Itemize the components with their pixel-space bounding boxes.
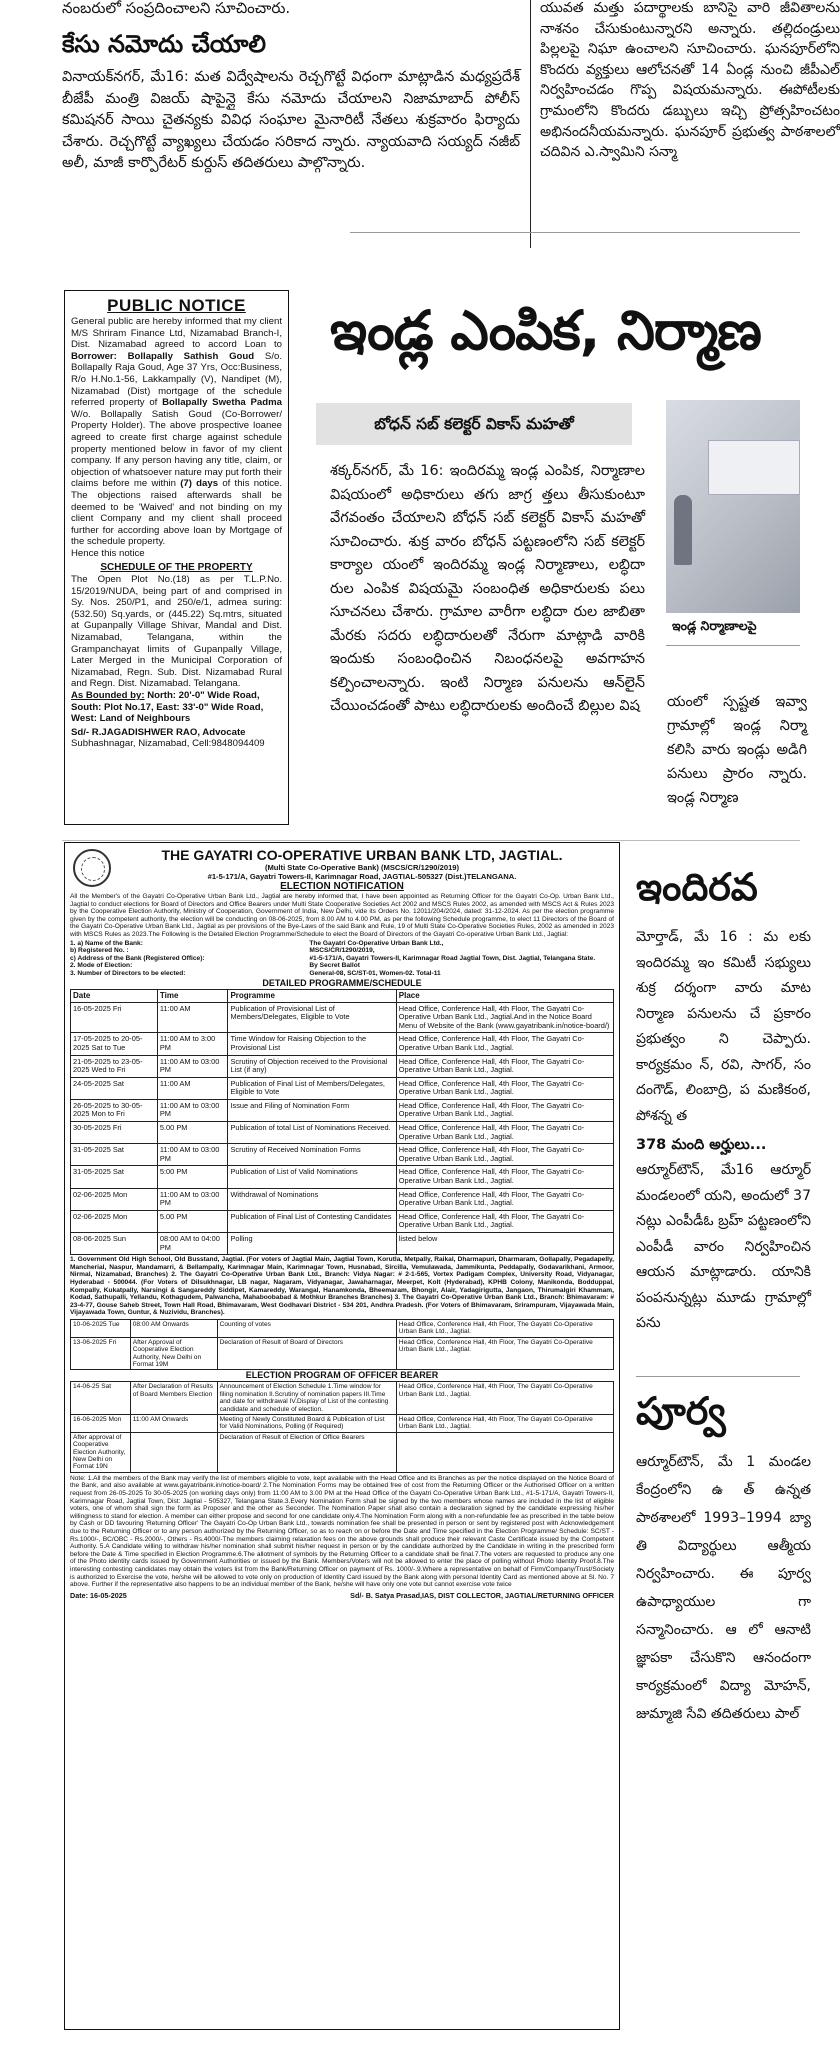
schedule-title: SCHEDULE OF THE PROPERTY — [100, 562, 253, 574]
bank-detail-row — [70, 962, 614, 970]
bank-detail-row — [70, 970, 614, 978]
notice-date: Date: 16-05-2025 — [70, 1590, 127, 1600]
public-notice-body1: S/o. Bollapally Raja Goud, Age 37 Yrs, Occ:Business, R/o H.No.1-56, Lakkampally (V), Nandipet (M), Nizamabad (Dist) mortgage of the schedule referred property of — [71, 350, 282, 409]
table-cell: 16-05-2025 Fri — [71, 1002, 158, 1033]
table-cell: 31-05-2025 Sat — [71, 1144, 158, 1166]
officer-bearer-title: ELECTION PROGRAM OF OFFICER BEARER — [245, 1370, 439, 1381]
table-cell: Head Office, Conference Hall, 4th Floor, The Gayatri Co-Operative Urban Bank Ltd., Jagtial. — [396, 1166, 613, 1188]
table-cell: Publication of total List of Nominations Received. — [228, 1122, 396, 1144]
table-cell: 16-06-2025 Mon — [71, 1415, 131, 1433]
case-body: వినాయక్‌నగర్, మే16: మత విద్వేషాలను రెచ్చగొట్టే విధంగా మాట్లాడిన మధ్యప్రదేశ్ బీజేపీ మంత్రి విజయ్ షాపైన్లై కేసు నమోదు చేయాలని నిజామాబాద్ పోలీస్ కమిషనర్ సాయి చైతన్యకు వివిధ సంఘాల మైనారిటీ నేతలు శుక్రవారం ఫిర్యాదు చేశారు. రెచ్చగొట్టే వ్యాఖ్యలు చేయడం సరికాద న్నారు. న్యాయవాది సయ్యద్ నజీబ్ అలీ, మాజీ కార్పొరేటర్ కుర్దుస్ తదితరులు పాల్గొన్నారు. — [62, 69, 520, 171]
bank-election-notice — [64, 842, 620, 2030]
table-cell: Scrutiny of Received Nomination Forms — [228, 1144, 396, 1166]
table-cell: 13-06-2025 Fri — [71, 1337, 131, 1370]
top-right-article — [540, 0, 840, 243]
polling-stations: 1. Government Old High School, Old Busstand, Jagtial. (For voters of Jagtial Main, Jagtial Town, Korutla, Metpally, Raikal, Dharmapuri, Dharmaram, Gollapally, Pegadapelly, Mancherial, Naspur, Mandamarri, & Bellampally, Karimnagar Main, Karimnagar Town, Husnabad, Sircilla, Vemulawada, Jammikunta, Peddapally, Godavarikhani, Armoor, Nirmal, Nizamabad, Branches) 2. The Gayatri Co-Operative Urban Bank Ltd., Branch: Vidya Nagar: # 2-1-565, Vortex Padigam Complex, University Road, Vidyanagar, Hyderabad - 500044. (For Voters of Dilsukhnagar, LB nagar, Nagaram, Vidyanagar, Jawaharnagar, Meerpet, Kolt (Hyderabad), KPHB Colony, Manikonda, Bodduppal, Kompally, Kukatpally, Narsingi & Sangareddy Siddipet, Kamareddy, Warangal, Hanamkonda, Bheemaram, Bhongir, Alair, Yadagirigutta, Jangaon, Thirumalgiri Khammam, Kodad, Sathupalli, Yellandu, Kothagudem, Palwancha, Mahaboobabad & Mothkur Branches Branches) 3. The Gayatri Co-Operative Urban Bank Ltd., Branch: Bhimavaram: # 23-4-77, Gouse Saheb Street, Town Hall Road, Bhimavaram, West Godhavari District - 534 201, Andhra Pradesh. (For Voters of Bhimavaram, Srirampuram, Vijayawada Main, Vijayawada Town, Guntur, & Nuzividu, Branches). — [70, 1256, 614, 1317]
main-story: శక్కర్‌నగర్, మే 16: ఇందిరమ్మ ఇండ్ల ఎంపిక, నిర్మాణాల విషయంలో అధికారులు తగు జాగ్ర త్తలు తీసుకుంటూ వేగవంతం చేయాలని బోధన్ సబ్ కలెక్టర్ వికాస్ మహతో సూచించారు. శుక్ర వారం బోధన్ పట్టణంలోని సబ్ కలెక్టర్ కార్యాల యంలో ఇందిరమ్మ ఇండ్ల నిర్మాణాలు, లబ్ధిదా రుల ఎంపిక విషయమై సంబంధిత అధికారులకు పలు సూచనలు చేశారు. గ్రామాల వారీగా లబ్ధిదా రుల జాబితా మేరకు సదరు లబ్ధిదారులతో నేరుగా మాట్లాడి వారికి ఇందుకు సంబంధించిన నిబంధనలపై అవగాహన కల్పించాలన్నారు. ఇంటి నిర్మాణ పనులను ఆన్‌లైన్ చేయించడంతో పాటు లబ్ధిదారులకు అందించే బిల్లుల విష — [330, 463, 645, 714]
table-cell: Head Office, Conference Hall, 4th Floor, The Gayatri Co-Operative Urban Bank Ltd., Jagtial. — [396, 1122, 613, 1144]
schedule-row — [71, 1055, 614, 1077]
table-cell: Head Office, Conference Hall, 4th Floor, The Gayatri Co-Operative Urban Bank Ltd., Jagtial. — [396, 1210, 613, 1232]
advocate-sign: Sd/- R.JAGADISHWER RAO, Advocate — [71, 726, 246, 738]
public-notice-title: PUBLIC NOTICE — [107, 296, 246, 315]
table-cell: 10-06-2025 Tue — [71, 1319, 131, 1337]
right-rule — [636, 1376, 800, 1377]
schedule-row — [71, 1233, 614, 1255]
election-notification-title: ELECTION NOTIFICATION — [280, 881, 404, 892]
schedule-row — [71, 1099, 614, 1121]
table-cell: Head Office, Conference Hall, 4th Floor, The Gayatri Co-Operative Urban Bank Ltd., Jagtial. — [396, 1319, 613, 1337]
table-cell: 08:00 AM Onwards — [130, 1319, 217, 1337]
detail-value: General-08, SC/ST-01, Women-02. Total-11 — [309, 969, 441, 977]
table-cell: Publication of Final List of Members/Delegates, Eligible to Vote — [228, 1077, 396, 1099]
public-notice-body3: of this notice. The objections raised afterwards shall be deemed to be 'Waived' and not binding on my client Company and my client shall proceed further for according above loan by Mortgage of the schedule property. — [71, 478, 282, 548]
table-cell: 11:00 AM — [157, 1002, 228, 1033]
column-rule — [530, 0, 531, 248]
public-notice — [64, 290, 289, 825]
table-cell: Counting of votes — [217, 1319, 396, 1337]
table-cell: 02-06-2025 Mon — [71, 1210, 158, 1232]
detail-key: c) Address of the Bank (Registered Office): — [70, 954, 205, 962]
table-cell: 11:00 AM — [157, 1077, 228, 1099]
schedule-header: Place — [396, 989, 613, 1002]
public-notice-intro: General public are hereby informed that my client M/S Shriram Finance Ltd, Nizamabad Branch-I, Dist. Nizamabad agreed to accord Loan to — [71, 316, 282, 351]
table-cell: 08-06-2025 Sun — [71, 1233, 158, 1255]
table-cell: After Declaration of Results of Board Members Election — [130, 1382, 217, 1415]
schedule-header: Date — [71, 989, 158, 1002]
bearer-table — [70, 1381, 614, 1472]
table-cell: Publication of Final List of Contesting Candidates — [228, 1210, 396, 1232]
detail-key: 3. Number of Directors to be elected: — [70, 969, 186, 977]
result-table — [70, 1319, 614, 1370]
right-story-1: మోర్తాడ్, మే 16 : మ లకు ఇందిరమ్మ ఇం కమిటీ సభ్యులు శుక్ర దర్శంగా వారు మాట నిర్మాణ పనులను చే ప్రకారం ప్రభుత్వం ని చెప్పారు. కార్యక్రమం న్, రవి, సాగర్, సం దంగౌడ్, లింబాద్రి, ప మణికంఠ, పోశన్న త — [636, 929, 811, 1124]
bank-details — [70, 940, 614, 978]
table-cell: After approval of Cooperative Election Authority, New Delhi on Format 19N — [71, 1432, 131, 1472]
schedule-row — [71, 1033, 614, 1055]
table-cell: Head Office, Conference Hall, 4th Floor, The Gayatri Co-Operative Urban Bank Ltd., Jagtial. — [396, 1099, 613, 1121]
table-cell: Head Office, Conference Hall, 4th Floor, The Gayatri Co-Operative Urban Bank Ltd., Jagtial. — [396, 1382, 613, 1415]
schedule-row — [71, 1002, 614, 1033]
right-story: యంలో స్పష్టత ఇవ్వా గ్రామాల్లో ఇండ్ల నిర్మా కలిసి వారు ఇండ్లు అడిగి పనులు ప్రారం న్నారు. ఇండ్ల నిర్మాణ — [667, 694, 807, 806]
bound-north: North: 20'-0" Wide Road, — [147, 690, 260, 701]
table-cell: 11:00 AM to 03:00 PM — [157, 1055, 228, 1077]
table-cell: 14-06-25 Sat — [71, 1382, 131, 1415]
photo-caption: ఇండ్ల నిర్మాణాలపై — [672, 618, 757, 633]
table-cell: Scrutiny of Objection received to the Provisional List (if any) — [228, 1055, 396, 1077]
borrower-name: Borrower: Bollapally Sathish Goud — [71, 350, 255, 362]
table-cell: 5.00 PM — [157, 1210, 228, 1232]
schedule-body: The Open Plot No.(18) as per T.L.P.No. 15/2019/NUDA, being part of and comprised in Sy. Nos. 250/P1, and 250/e/1, admea suring: (532.50) Sq.yards, or (445.22) Sq.mtrs, situated at Gupanpally Village Shivar, Mandal and Dist. Nizamabad, Telangana, within the Grampanchayat limits of Gupanpally Village, Later Merged in the Municipal Corporation of Nizamabad, Regn. Sub. Dist. Nizamabad Rural and Regn. Dist. Nizamabad. Telangana. — [71, 574, 282, 690]
table-cell: 5.00 PM — [157, 1122, 228, 1144]
table-cell: Head Office, Conference Hall, 4th Floor, The Gayatri Co-Operative Urban Bank Ltd., Jagtial. — [396, 1415, 613, 1433]
bank-detail-row — [70, 940, 614, 948]
table-cell: Head Office, Conference Hall, 4th Floor, The Gayatri Co-Operative Urban Bank Ltd., Jagtial. — [396, 1077, 613, 1099]
bank-subtitle: (Multi State Co-Operative Bank) (MSCS/CR/1290/2019) — [264, 863, 460, 872]
right-headline-1: ఇందిరవ — [636, 865, 758, 909]
detail-value: #1-5-171/A, Gayatri Towers-II, Karimnagar Road Jagtial Town, Dist. Jagtial, Telangana State. — [309, 954, 596, 962]
table-cell: Withdrawal of Nominations — [228, 1188, 396, 1210]
hence-notice: Hence this notice — [71, 547, 145, 559]
table-cell: Announcement of Election Schedule 1.Time window for filing nomination II.Scrutiny of nomination papers III.Time and date for withdrawal IV.Display of List of the contesting candidate and schedule of election. — [217, 1382, 396, 1415]
table-cell: Meeting of Newly Constituted Board & Publication of List for Valid Nominations, Polling (if Required) — [217, 1415, 396, 1433]
bank-detail-row — [70, 955, 614, 963]
top-left-article — [62, 0, 520, 175]
table-cell: Head Office, Conference Hall, 4th Floor, The Gayatri Co-Operative Urban Bank Ltd., Jagtial. — [396, 1055, 613, 1077]
detail-value: The Gayatri Co-Operative Urban Bank Ltd., — [309, 939, 444, 947]
table-cell: After Approval of Cooperative Election Authority, New Delhi on Format 19M — [130, 1337, 217, 1370]
bounded-label: As Bounded by: — [71, 690, 145, 701]
schedule-row — [71, 1210, 614, 1232]
public-notice-body2: W/o. Bollapally Satish Goud (Co-Borrower/ Property Holder). The above prospective loanee agreed to create first charge against schedule property mentioned below in favor of my client company. If any person having any title, claim, or objection of whatsoever nature may put forth their claims before me within — [71, 408, 282, 490]
returning-officer-sign: Sd/- B. Satya Prasad,IAS, DIST COLLECTOR, JAGTIAL/RETURNING OFFICER — [350, 1590, 614, 1600]
table-cell: Head Office, Conference Hall, 4th Floor, The Gayatri Co-Operative Urban Bank Ltd., Jagtial. — [396, 1188, 613, 1210]
table-cell: 21-05-2025 to 23-05-2025 Wed to Fri — [71, 1055, 158, 1077]
table-cell: 11:00 AM to 03:00 PM — [157, 1188, 228, 1210]
table-cell: 5:00 PM — [157, 1166, 228, 1188]
bank-detail-row — [70, 947, 614, 955]
caption-rule — [666, 645, 800, 646]
advocate-address: Subhashnagar, Nizamabad, Cell:9848094409 — [71, 738, 265, 750]
main-headline: ఇండ్ల ఎంపిక, నిర్మాణ — [330, 299, 761, 362]
table-cell: Declaration of Result of Election of Office Bearers — [217, 1432, 396, 1472]
news-photo — [666, 400, 800, 613]
eligible-count: 378 మంది అర్హులు... — [636, 1137, 767, 1153]
bearer-row — [71, 1382, 614, 1415]
right-story-2: ఆర్మూర్‌టౌన్, మే16 ఆర్మూర్ మండలంలో యని, అందులో 37 నట్లు ఎంపీడీఓ బ్రహ్ పట్టణంలోని ఎంపీడీ వారం నిర్వహించిన ఆయన మాట్లాడారు. యానికి పంపనున్నట్లు మూడు గ్రామాల్లో పను — [636, 1162, 811, 1331]
section-rule — [350, 232, 800, 233]
top-left-line: నంబరులో సంప్రదించాలని సూచించారు. — [62, 0, 291, 17]
bank-logo — [73, 849, 111, 887]
table-cell: Issue and Filing of Nomination Form — [228, 1099, 396, 1121]
table-cell — [130, 1432, 217, 1472]
detail-key: 1. a) Name of the Bank: — [70, 939, 143, 947]
detail-value: MSCS/CR/1290/2019, — [309, 947, 375, 955]
detail-key: b) Registered No. : — [70, 947, 129, 955]
schedule-row — [71, 1144, 614, 1166]
table-cell: 11:00 AM Onwards — [130, 1415, 217, 1433]
table-cell: 26-05-2025 to 30-05-2025 Mon to Fri — [71, 1099, 158, 1121]
table-cell: 11:00 AM to 3:00 PM — [157, 1033, 228, 1055]
bound-south: South: Plot No.17, East: 33'-0" Wide Road, — [71, 701, 264, 713]
schedule-row — [71, 1077, 614, 1099]
right-headline-2: పూర్వ — [636, 1389, 726, 1433]
table-cell: listed below — [396, 1233, 613, 1255]
table-cell: Declaration of Result of Board of Directors — [217, 1337, 396, 1370]
result-row — [71, 1337, 614, 1370]
table-cell — [396, 1432, 613, 1472]
projector-screen — [708, 440, 800, 495]
schedule-title: DETAILED PROGRAMME/SCHEDULE — [262, 977, 422, 988]
byline-box: బోధన్ సబ్ కలెక్టర్ వికాస్ మహతో — [316, 403, 632, 445]
detail-value: By Secret Ballot — [309, 962, 360, 970]
schedule-header: Time — [157, 989, 228, 1002]
table-cell: 08:00 AM to 04:00 PM — [157, 1233, 228, 1255]
bank-name: THE GAYATRI CO-OPERATIVE URBAN BANK LTD, JAGTIAL. — [161, 847, 563, 863]
result-row — [71, 1319, 614, 1337]
table-cell: 11:00 AM to 03:00 PM — [157, 1099, 228, 1121]
top-right-body: యువత మత్తు పదార్థాలకు బానిసై వారి జీవితాలను నాశనం చేసుకుంటున్నారని అన్నారు. తల్లిదండ్రులు పిల్లలపై నిఘా ఉంచాలని సూచించారు. ఘనపూర్‌లోని కొందరు వ్యక్తులు ఆలోచనతో 14 ఏండ్ల నుంచి జీపీఎల్ నిర్వహించడం గొప్ప విషయమన్నారు. ఈపోటీలకు గ్రామంలోని కొందరు డబ్బులు ఇచ్చి ప్రోత్సహించటం అభినందనీయమన్నారు. ఘనపూర్ ప్రభుత్వ పాఠశాలలో చదివిన ఎ.స్వామిని సన్మా — [540, 0, 840, 161]
bearer-row — [71, 1415, 614, 1433]
table-cell: Publication of Provisional List of Members/Delegates, Eligible to Vote — [228, 1002, 396, 1033]
table-cell: Head Office, Conference Hall, 4th Floor, The Gayatri Co-Operative Urban Bank Ltd., Jagtial. — [396, 1144, 613, 1166]
table-cell: 30-05-2025 Fri — [71, 1122, 158, 1144]
table-cell: Head Office, Conference Hall, 4th Floor, The Gayatri Co-Operative Urban Bank Ltd., Jagtial. — [396, 1033, 613, 1055]
table-cell: 02-06-2025 Mon — [71, 1188, 158, 1210]
coborrower-name: Bollapally Swetha Padma — [162, 397, 282, 409]
schedule-row — [71, 1166, 614, 1188]
table-cell: 11:00 AM to 03:00 PM — [157, 1144, 228, 1166]
table-cell: Time Window for Raising Objection to the Provisional List — [228, 1033, 396, 1055]
bearer-row — [71, 1432, 614, 1472]
table-cell: Publication of List of Valid Nominations — [228, 1166, 396, 1188]
objection-days: (7) days — [180, 478, 219, 490]
schedule-header: Programme — [228, 989, 396, 1002]
table-cell: Head Office, Conference Hall, 4th Floor, The Gayatri Co-Operative Urban Bank Ltd., Jagtial.And in the Notice Board Menu of Website of the Bank (www.gayatribank.in/notice-board/) — [396, 1002, 613, 1033]
table-cell: 17-05-2025 to 20-05-2025 Sat to Tue — [71, 1033, 158, 1055]
mid-rule — [62, 840, 800, 841]
bank-intro: All the Member's of the Gayatri Co-Operative Urban Bank Ltd., Jagtial are hereby informed that, I have been appointed as Returning Officer for the Gayatri Co-Op. Urban Bank Ltd., Jagtial to conduct elections for Board of Directors and Office Bearers under Multi State Cooperative Societies Act 2002 and MSCS Rules 2002, as amended with MSCS Act & Rules 2023 by the Cooperative Election Authority, Ministry of Cooperation, Government of India, New Delhi, vide its Orders No. 12011/204/2024, dated: 31-12-2024. As per the election programme given by the competent authority, the election will be conducting on 08-06-2025, from 8.00 AM to 4.00 PM, as per the following Schedule programme, to elect 11 Directors of the Board of the Gayatri Co-Operative Urban Bank Ltd., Jagtial as per provisions of the Bye-Laws of the said Bank and Rule, 19 of Multi State Co-Operative Societies Rules, 2002 as amended in 2023 with MSCS Rules as 2023.The Following is the Detailed Election Programme/Schedule to elect the Board of Directors of the Gayatri Co-operative Urban Bank Ltd., Jagtial: — [70, 893, 614, 938]
table-cell: 24-05-2025 Sat — [71, 1077, 158, 1099]
bank-address: #1-5-171/A, Gayatri Towers-II, Karimnagar Road, JAGTIAL-505327 (Dist.)TELANGANA. — [207, 872, 517, 881]
table-cell: 31-05-2025 Sat — [71, 1166, 158, 1188]
bank-note: Note: 1.All the members of the Bank may verify the list of members eligible to vote, kept available with the Head Office and its Branches as per the notice displayed on the Notice Board of the Bank, and also available at www.gayatribank.in/notice-board/ 2.The Nomination Forms may be obtained free of cost from the Returning Officer or the Authorised Officer on a written request from 26-05-2025 To 30-05-2025 (on working days only) from 11:00 AM to 3.00 PM at the Head Office of the Gayatri Co-Operative Urban Bank Ltd., #1-5-171/A, Gayatri Towers-II, Karimnagar Road, Jagtial Town, Dist: Jagtial - 505327, Telangana State.3.Every Nomination Form shall be signed by the two members whose names are included in the list of eligible voters, one of whom shall sign the form as Proposer and the other as Seconder. The Nomination Paper shall also contain a declaration signed by the candidate expressing his/her willingness to stand for election. A member can either propose and second for one candidate only.4.The Nomination Form along with a non-refundable fee as prescribed in the table below by Cash or DD favouring 'Returning Officer' The Gayatri Co-Op Urban Bank Ltd., towards nomination fee shall be presented in person or sent by registered post with Acknowledgement due to the Returning Officer or to any person authorized by the Returning Officer, so as to reach on or before the Date and Time specified in the Election Programme/ Schedule: SC/ST - Rs.1000/-, BC/OBC - Rs.2000/-, Others - Rs.4000/-The members claiming relaxation fees on the above grounds shall produce their relevant Caste Certificate issued by the Competent Authority. 5.A Candidate willing to withdraw his/her nomination shall submit his/her request in person or by the candidate authorized by the Candidate in writing in the prescribed form before the Date & Time specified in Election Programme.6.The allotment of symbols by the Returning Officer to a candidate shall be final.7.The voters are requested to produce any one of the Photo identity cards issued by Government Authorities or issued by the Bank. Members/Voters will not be allowed to enter the place of polling without Photo Identity Proof.8.The interesting contesting candidates may obtain the voters list from the Bank/Returning Officer on payment of Rs. 1000/-.9.Where a representative on behalf of Firm/Company/Trust/Society is authorized to Exercise the vote, he/she will be allowed to vote only on production of Identity Card issued by the Bank along with personal Identity Card as mentioned above at Sl. No. 7 above. Further if the representative also happens to be an individual member of the Bank, he/she will have only one vote but cannot exercise vote twice — [70, 1474, 614, 1589]
person-silhouette — [674, 495, 692, 565]
schedule-row — [71, 1122, 614, 1144]
schedule-row — [71, 1188, 614, 1210]
table-cell: Head Office, Conference Hall, 4th Floor, The Gayatri Co-Operative Urban Bank Ltd., Jagtial. — [396, 1337, 613, 1370]
table-cell: Polling — [228, 1233, 396, 1255]
bound-west: West: Land of Neighbours — [71, 713, 191, 725]
detail-key: 2. Mode of Election: — [70, 962, 133, 970]
schedule-table — [70, 989, 614, 1256]
case-headline: కేసు నమోదు చేయాలి — [62, 30, 266, 58]
right-story-3: ఆర్మూర్‌టౌన్, మే 1 మండల కేంద్రంలోని ఉ త్ ఉన్నత పాఠశాలలో 1993–1994 బ్యా తి విద్యార్థులు ఆత్మీయ నిర్వహించారు. ఈ పూర్వ ఉపాధ్యాయుల గా సన్మానించారు. ఆ లో ఆనాటి జ్ఞాపకా చేసుకొని ఆనందంగా కార్యక్రమంలో విద్యా మోహన్, జుమ్మాజి సేవి తదితరులు పాల్ — [636, 1454, 811, 1722]
